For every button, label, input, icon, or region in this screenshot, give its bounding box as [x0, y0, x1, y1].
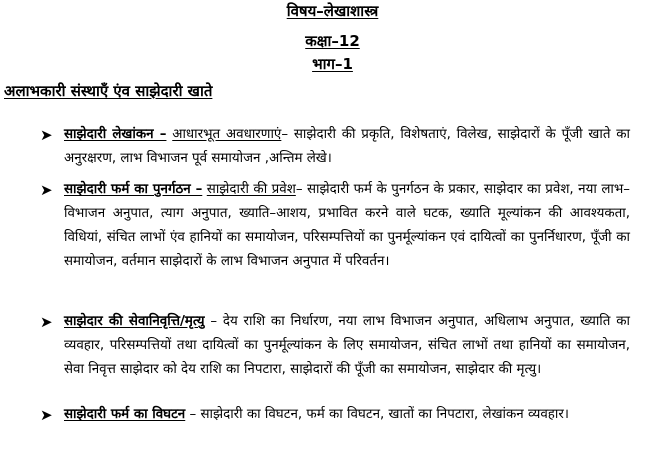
arrow-bullet-icon: ➤ [40, 181, 53, 199]
arrow-bullet-icon: ➤ [40, 406, 53, 424]
topic-heading: साझेदारी फर्म का पुनर्गठन – [64, 182, 203, 197]
topic-subheading: आधारभूत अवधारणाएं [172, 127, 282, 142]
class-heading: कक्षा–12 [305, 32, 360, 50]
part-heading: भाग–1 [312, 55, 353, 73]
topic-heading: साझेदार की सेवानिवृत्ति/मृत्यु [64, 314, 205, 329]
arrow-bullet-icon: ➤ [40, 313, 53, 331]
topic-body: – साझेदारी की प्रकृति, विशेषताएं, विलेख, साझेदारों के पूँजी खाते का अनुरक्षरण, लाभ विभाजन पूर्व समायोजन ,अन्तिम लेखे। [64, 127, 630, 166]
topic-heading: साझेदारी लेखांकन – [64, 127, 167, 142]
topic-body: – देय राशि का निर्धारण, नया लाभ विभाजन अनुपात, अधिलाभ अनुपात, ख्याति का व्यवहार, परिसम्पत्तियों तथा दायित्वों का पुनर्मूल्यांकन के लिए समायोजन, संचित लाभों तथा हानियों का समायोजन, सेवा निवृत्त साझेदार को देय राशि का निपटारा, साझेदारों की पूँजी का समायोजन, साझेदार की मृत्यु। [64, 314, 630, 377]
topic-item [34, 310, 630, 382]
topic-subheading: साझेदारी की प्रवेश [206, 182, 296, 197]
topic-item [34, 403, 630, 427]
topic-item [34, 123, 630, 171]
topic-item [34, 178, 630, 274]
topic-body: – साझेदारी का विघटन, फर्म का विघटन, खातों का निपटारा, लेखांकन व्यवहार। [185, 407, 569, 422]
subject-heading: विषय–लेखाशास्त्र [286, 2, 379, 20]
arrow-bullet-icon: ➤ [40, 126, 53, 144]
section-title: अलाभकारी संस्थाएँ एंव साझेदारी खाते [4, 82, 213, 100]
topic-heading: साझेदारी फर्म का विघटन [64, 407, 186, 422]
topic-body: – साझेदारी फर्म के पुनर्गठन के प्रकार, साझेदार का प्रवेश, नया लाभ–विभाजन अनुपात, त्याग अनुपात, ख्याति–आशय, प्रभावित करने वाले घटक, ख्याति मूल्यांकन की आवश्यकता, विधियां, संचित लाभों एंव हानियों का समायोजन, परिसम्पत्तियों का पुनर्मूल्यांकन एवं दायित्वों का पुनर्निधारण, पूँजी का समायोजन, वर्तमान साझेदारों के लाभ विभाजन अनुपात में परिवर्तन। [64, 182, 630, 269]
